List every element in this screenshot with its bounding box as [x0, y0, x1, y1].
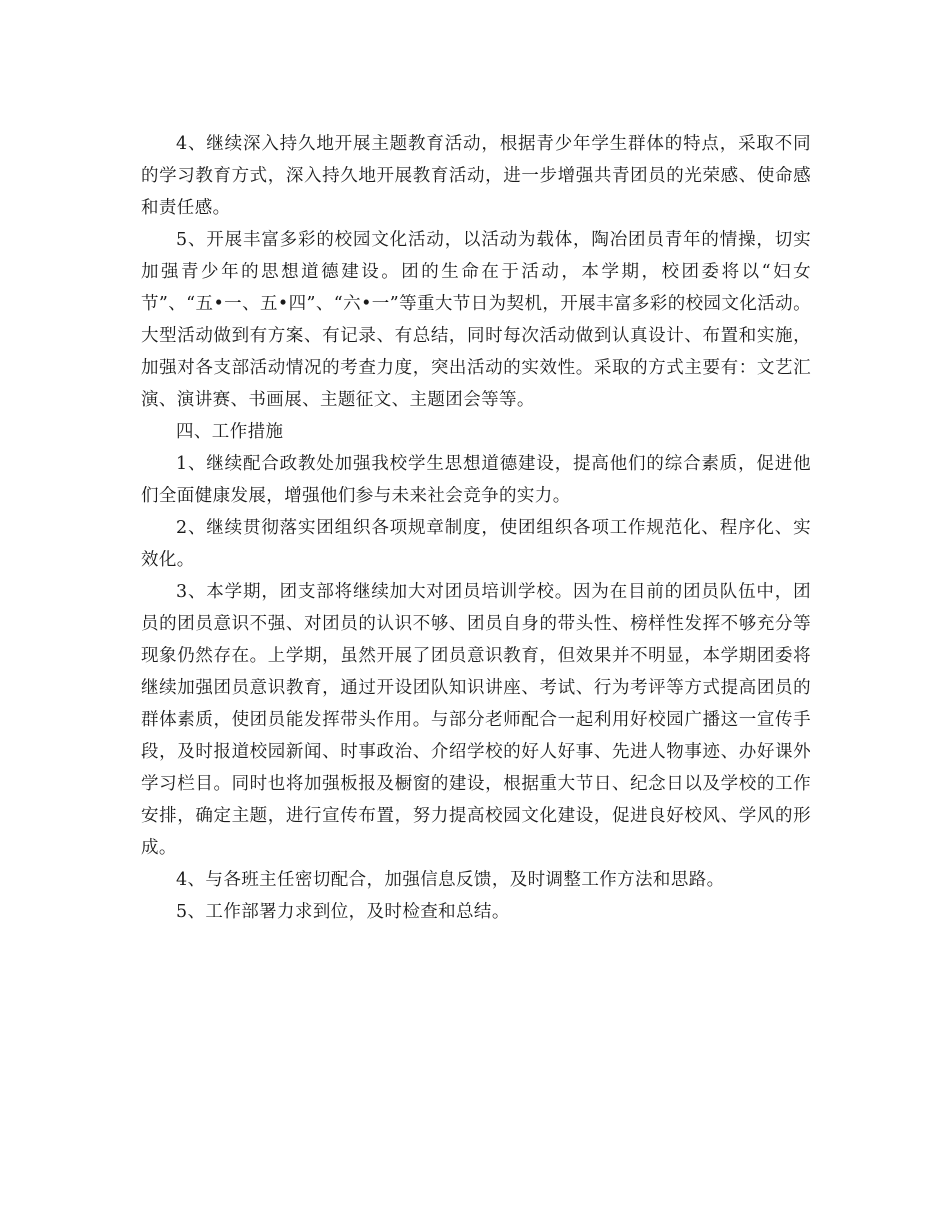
paragraph-measure-2: 2、继续贯彻落实团组织各项规章制度，使团组织各项工作规范化、程序化、实效化。 [141, 518, 811, 570]
paragraph-item-5-campus-culture: 5、开展丰富多彩的校园文化活动，以活动为载体，陶冶团员青年的情操，切实加强青少年的思想道德建设。团的生命在于活动，本学期，校团委将以“妇女节”、“五•一、五•四”、“六•一”等重大节日为契机，开展丰富多彩的校园文化活动。大型活动做到有方案、有记录、有总结，同时每次活动做到认真设计、布置和实施，加强对各支部活动情况的考查力度，突出活动的实效性。采取的方式主要有：文艺汇演、演讲赛、书画展、主题征文、主题团会等等。 [141, 230, 811, 410]
paragraph-measure-1: 1、继续配合政教处加强我校学生思想道德建设，提高他们的综合素质，促进他们全面健康发展，增强他们参与未来社会竞争的实力。 [141, 454, 811, 506]
section-heading-work-measures: 四、工作措施 [176, 422, 284, 442]
paragraph-measure-5: 5、工作部署力求到位，及时检查和总结。 [176, 902, 510, 922]
paragraph-measure-4: 4、与各班主任密切配合，加强信息反馈，及时调整工作方法和思路。 [176, 870, 725, 890]
paragraph-measure-3: 3、本学期，团支部将继续加大对团员培训学校。因为在目前的团员队伍中，团员的团员意识不强、对团员的认识不够、团员自身的带头性、榜样性发挥不够充分等现象仍然存在。上学期，虽然开展了团员意识教育，但效果并不明显，本学期团委将继续加强团员意识教育，通过开设团队知识讲座、考试、行为考评等方式提高团员的群体素质，使团员能发挥带头作用。与部分老师配合一起利用好校园广播这一宣传手段，及时报道校园新闻、时事政治、介绍学校的好人好事、先进人物事迹、办好课外学习栏目。同时也将加强板报及橱窗的建设，根据重大节日、纪念日以及学校的工作安排，确定主题，进行宣传布置，努力提高校园文化建设，促进良好校风、学风的形成。 [141, 582, 811, 858]
paragraph-item-4-theme-education: 4、继续深入持久地开展主题教育活动，根据青少年学生群体的特点，采取不同的学习教育方式，深入持久地开展教育活动，进一步增强共青团员的光荣感、使命感和责任感。 [141, 134, 811, 218]
document-body [141, 128, 811, 928]
